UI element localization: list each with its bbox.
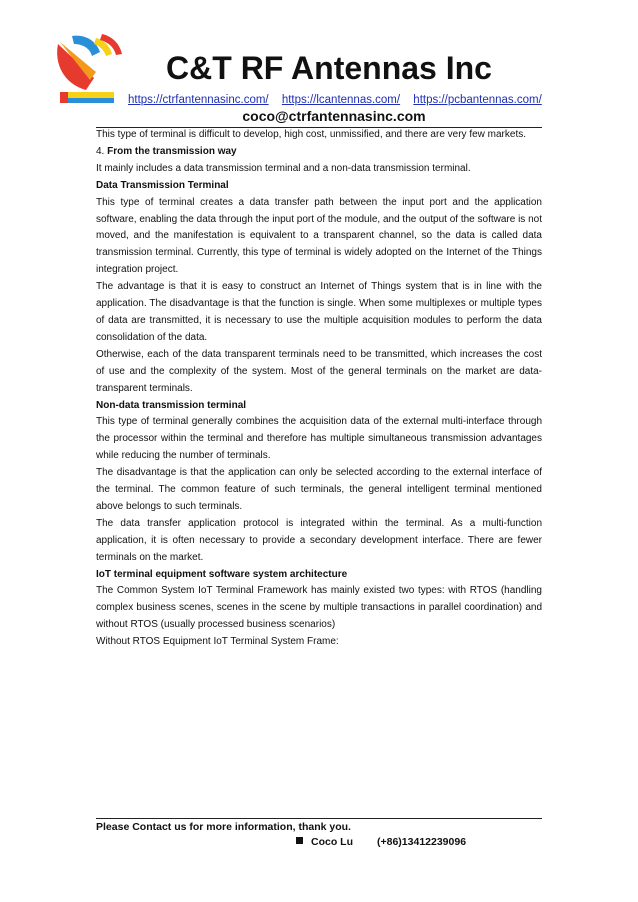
paragraph: It mainly includes a data transmission terminal and a non-data transmission terminal. bbox=[96, 162, 471, 174]
contact-email: coco@ctrfantennasinc.com bbox=[242, 108, 426, 124]
page-header bbox=[0, 0, 638, 128]
footer-divider bbox=[96, 818, 542, 819]
link-ctrfantennasinc[interactable]: https://ctrfantennasinc.com/ bbox=[128, 94, 269, 106]
website-links bbox=[128, 94, 552, 106]
paragraph: The advantage is that it is easy to construct an Internet of Things system that is in line with the application. The disadvantage is that the function is single. When some multiplexes or multiple types of data are transmitted, it is necessary to use the multiple acquisition modules to perform the data consolidation of the data. bbox=[96, 281, 542, 343]
document-body bbox=[96, 127, 542, 651]
heading-number: 4. bbox=[96, 145, 108, 157]
company-name: C&T RF Antennas Inc bbox=[166, 50, 492, 86]
subheading: Non-data transmission terminal bbox=[96, 399, 247, 411]
footer-contact bbox=[296, 836, 466, 848]
paragraph: This type of terminal creates a data transfer path between the input port and the application software, enabling the data through the input port of the module, and the output of the software is not moved, and the manifestation is equivalent to a transparent channel, so the data is called data transmission terminal. Currently, this type of terminal is widely adopted on the Internet of the Things integration project. bbox=[96, 196, 542, 276]
paragraph: The Common System IoT Terminal Framework has mainly existed two types: with RTOS (handling complex business scenes, scenes in the scene by multiple transactions in parallel coordination) and without RTOS (usually processed business scenarios) bbox=[96, 585, 542, 631]
footer-message: Please Contact us for more information, thank you. bbox=[96, 821, 351, 833]
link-lcantennas[interactable]: https://lcantennas.com/ bbox=[281, 94, 401, 106]
square-bullet-icon bbox=[296, 837, 303, 844]
paragraph: This type of terminal generally combines the acquisition data of the external multi-interface through the processor within the terminal and therefore has multiple simultaneous transmission advantages while reducing the number of terminals. bbox=[96, 416, 542, 462]
paragraph: This type of terminal is difficult to develop, high cost, unmissified, and there are very few markets. bbox=[96, 129, 527, 140]
contact-name: Coco Lu bbox=[311, 836, 353, 848]
section-heading bbox=[96, 144, 542, 161]
subheading: Data Transmission Terminal bbox=[96, 179, 229, 191]
link-pcbantennas[interactable]: https://pcbantennas.com/ bbox=[413, 94, 542, 106]
paragraph: The data transfer application protocol is integrated within the terminal. As a multi-function application, it is often necessary to provide a secondary development interface. There are fewer terminals on the market. bbox=[96, 517, 542, 563]
paragraph: The disadvantage is that the application can only be selected according to the external interface of the terminal. The common feature of such terminals, the general intelligent terminal mentioned above belongs to such terminals. bbox=[96, 467, 542, 512]
subheading: IoT terminal equipment software system architecture bbox=[96, 568, 348, 580]
heading-text: From the transmission way bbox=[107, 145, 237, 157]
contact-phone: (+86)13412239096 bbox=[377, 836, 467, 848]
paragraph: Without RTOS Equipment IoT Terminal System Frame: bbox=[96, 636, 339, 648]
paragraph: Otherwise, each of the data transparent terminals need to be transmitted, which increases the cost of use and the complexity of the system. Most of the general terminals on the market are data-transparent terminals. bbox=[96, 348, 542, 394]
